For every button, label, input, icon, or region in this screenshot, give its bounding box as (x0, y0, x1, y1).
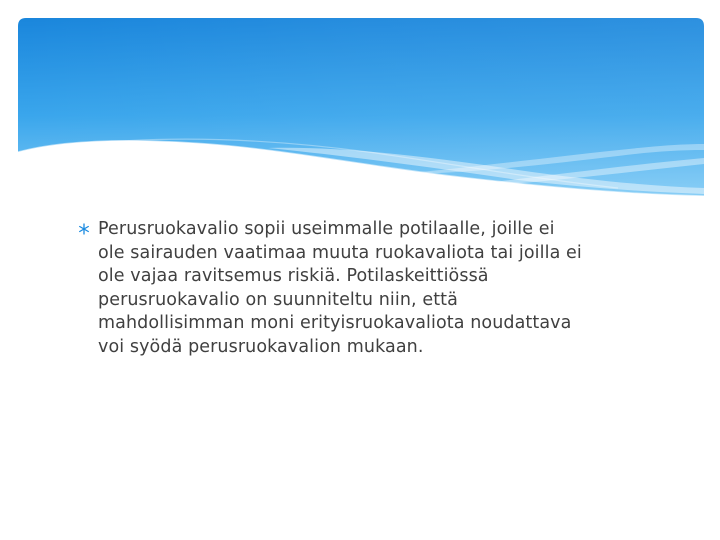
bullet-item (78, 218, 658, 359)
bullet-text-line: ole vajaa ravitsemus riskiä. Potilaskeittiössä (98, 266, 489, 286)
bullet-text-line: perusruokavalio on suunniteltu niin, että (98, 289, 458, 310)
bullet-text-line: voi syödä perusruokavalion mukaan. (98, 336, 424, 357)
slide-content (78, 218, 658, 359)
banner-graphic (18, 18, 704, 198)
bullet-text (98, 218, 658, 359)
header-banner (18, 18, 704, 198)
bullet-text-line: Perusruokavalio sopii useimmalle potilaalle, joille ei (98, 219, 555, 239)
bullet-text-line: mahdollisimman moni erityisruokavaliota noudattava (98, 313, 572, 333)
bullet-text-line: ole sairauden vaatimaa muuta ruokavaliota tai joilla ei (98, 242, 582, 263)
asterisk-bullet-icon (78, 223, 90, 235)
